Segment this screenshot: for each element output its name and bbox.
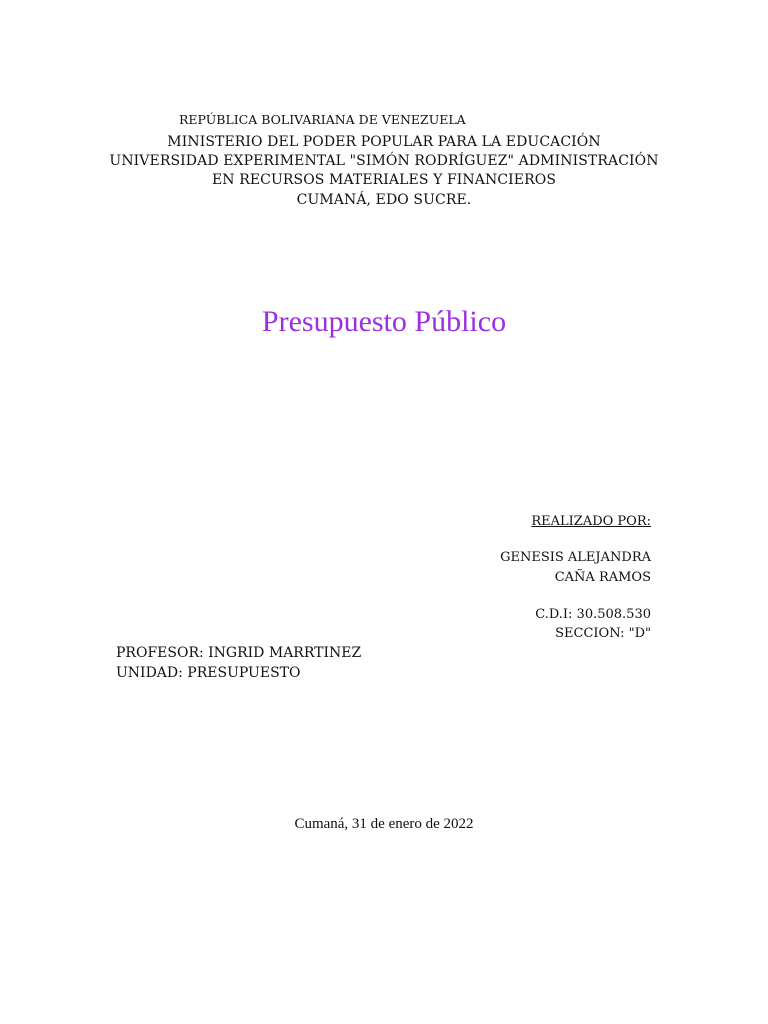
header-ministry: MINISTERIO DEL PODER POPULAR PARA LA EDUCACIÓN <box>167 134 601 150</box>
header-location: CUMANÁ, EDO SUCRE. <box>296 192 472 208</box>
course-unit: UNIDAD: PRESUPUESTO <box>116 665 301 681</box>
author-name-last: CAÑA RAMOS <box>554 570 651 585</box>
author-section: SECCION: "D" <box>555 626 651 641</box>
header-department: EN RECURSOS MATERIALES Y FINANCIEROS <box>211 172 557 188</box>
author-cdi: C.D.I: 30.508.530 <box>535 607 651 622</box>
document-title: Presupuesto Público <box>261 305 507 338</box>
course-professor: PROFESOR: INGRID MARRTINEZ <box>116 645 362 661</box>
author-name-first: GENESIS ALEJANDRA <box>500 550 651 565</box>
document-date: Cumaná, 31 de enero de 2022 <box>294 816 474 832</box>
header-country: REPÚBLICA BOLIVARIANA DE VENEZUELA <box>179 112 466 127</box>
author-heading: REALIZADO POR: <box>531 514 651 529</box>
header-university: UNIVERSIDAD EXPERIMENTAL "SIMÓN RODRÍGUEZ" ADMINISTRACIÓN <box>109 153 659 169</box>
